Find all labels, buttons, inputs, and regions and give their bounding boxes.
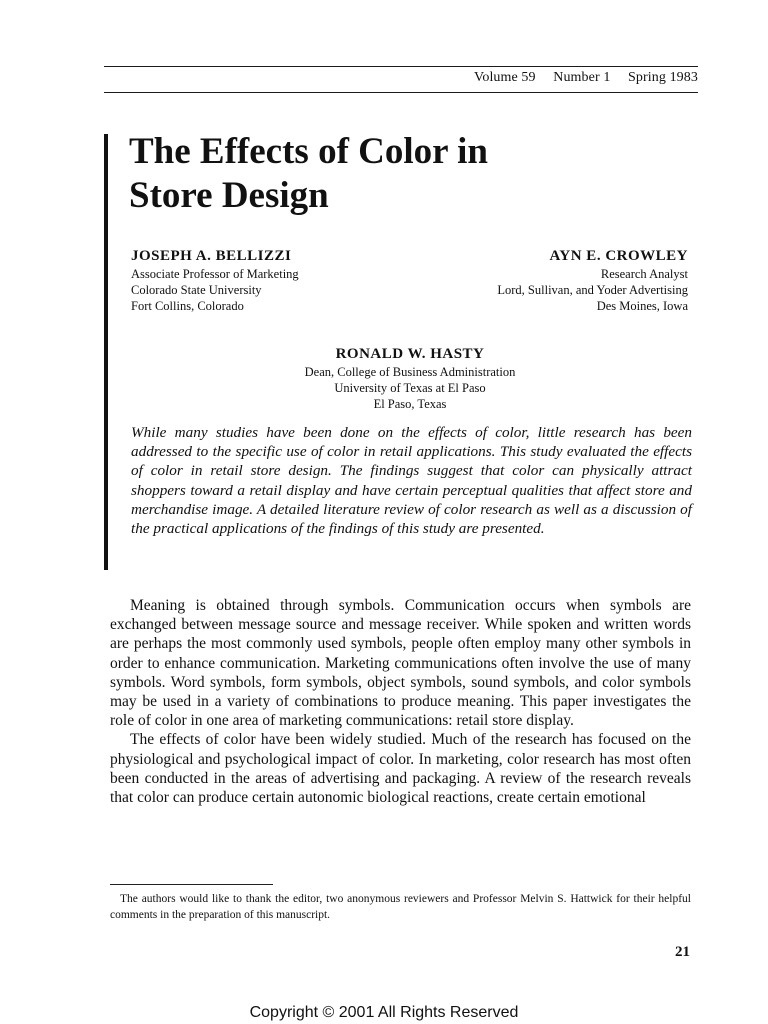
- article-title: [129, 130, 689, 218]
- body-text: [110, 596, 691, 807]
- author-name: JOSEPH A. BELLIZZI: [131, 248, 292, 264]
- author-location: Fort Collins, Colorado: [131, 299, 244, 313]
- copyright-notice: Copyright © 2001 All Rights Reserved: [249, 1004, 519, 1021]
- author-institution: Lord, Sullivan, and Yoder Advertising: [497, 283, 688, 297]
- author-block-hasty: [130, 344, 690, 412]
- body-paragraph: The effects of color have been widely studied. Much of the research has focused on the physiological and psychological impact of color. In marketing, color research has most often been conducted in the areas of advertising and packaging. A review of the research reveals that color can produce certain autonomic biological reactions, create certain emotional: [110, 731, 691, 807]
- author-location: El Paso, Texas: [373, 397, 447, 411]
- running-header: [104, 70, 698, 86]
- author-block-crowley: [368, 246, 688, 314]
- title-side-bar: [104, 134, 108, 570]
- title-line-2: Store Design: [129, 175, 329, 216]
- author-institution: University of Texas at El Paso: [334, 381, 486, 395]
- header-bottom-rule: [104, 92, 698, 93]
- footnote-rule: [110, 884, 273, 885]
- body-paragraph: Meaning is obtained through symbols. Communication occurs when symbols are exchanged between message source and message receiver. While spoken and written words are perhaps the most commonly used symbols, people often employ many other symbols in order to enhance communication. Marketing communications often involve the use of many symbols. Word symbols, form symbols, object symbols, sound symbols, and color symbols may be used in a variety of combinations to produce meaning. This paper investigates the role of color in one area of marketing communications: retail store display.: [110, 597, 691, 730]
- abstract: While many studies have been done on the effects of color, little research has been addressed to the specific use of color in retail applications. This study evaluated the effects of color in retail store design. The findings suggest that color can physically attract shoppers toward a retail display and have certain perceptual qualities that affect store and merchandise image. A detailed literature review of color research as well as a discussion of the practical applications of the findings of this study are presented.: [131, 424, 692, 538]
- author-institution: Colorado State University: [131, 283, 262, 297]
- header-top-rule: [104, 66, 698, 67]
- author-name: RONALD W. HASTY: [335, 346, 485, 362]
- author-name: AYN E. CROWLEY: [549, 248, 688, 264]
- title-line-1: The Effects of Color in: [129, 131, 488, 172]
- author-title: Associate Professor of Marketing: [131, 267, 299, 281]
- issue-season: Spring 1983: [628, 70, 698, 85]
- issue-number: Number 1: [553, 70, 611, 85]
- page-number: 21: [675, 944, 690, 960]
- author-title: Dean, College of Business Administration: [304, 365, 516, 379]
- footnote: The authors would like to thank the editor, two anonymous reviewers and Professor Melvin S. Hattwick for their helpful comments in the preparation of this manuscript.: [110, 893, 691, 921]
- author-title: Research Analyst: [600, 267, 688, 281]
- volume-label: Volume 59: [473, 70, 536, 85]
- author-location: Des Moines, Iowa: [596, 299, 688, 313]
